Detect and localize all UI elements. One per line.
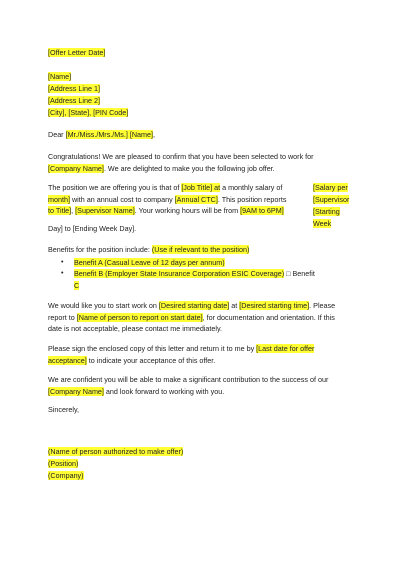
position-paragraph bbox=[48, 182, 310, 217]
signer-position-line bbox=[48, 459, 78, 469]
bullet-dot-icon: • bbox=[61, 257, 64, 266]
benefits-use-if-note: (Use if relevant to the position) bbox=[151, 245, 250, 254]
congratulations-paragraph bbox=[48, 151, 355, 174]
bullet-dot-icon: • bbox=[61, 268, 64, 277]
start-at: at bbox=[229, 301, 240, 310]
annual-ctc-field: [Annual CTC] bbox=[174, 194, 218, 204]
sign-line-1a: Please sign the enclosed copy of this letter and return it to me by bbox=[48, 344, 257, 353]
reports-to-title-field: to Title] bbox=[48, 206, 72, 215]
working-hours-field: [9AM to 6PM] bbox=[240, 206, 284, 215]
position-side-column bbox=[313, 182, 359, 230]
salutation bbox=[48, 130, 155, 140]
congrats-line-2: . We are delighted to make you the following job offer. bbox=[103, 163, 275, 173]
confident-line-1: We are confident you will be able to make a significant contribution to the success of our bbox=[48, 375, 329, 384]
signer-position-field: (Position) bbox=[48, 459, 79, 468]
position-line-1a: The position we are offering you is that of bbox=[48, 183, 182, 192]
working-days-text: Day] to [Ending Week Day]. bbox=[48, 224, 137, 233]
benefit-a-item bbox=[74, 257, 225, 269]
benefits-intro-text: Benefits for the position include: bbox=[48, 245, 152, 254]
start-line-1a: We would like you to start work on bbox=[48, 301, 159, 310]
sincerely-text: Sincerely, bbox=[48, 405, 80, 414]
benefit-b-item bbox=[74, 268, 315, 291]
start-line-2b: , for documentation and orientation. If this bbox=[202, 312, 335, 322]
position-line-2a: with an annual cost to company bbox=[69, 194, 175, 204]
position-line-1b: a monthly salary of bbox=[220, 183, 283, 192]
congrats-company-name: [Company Name] bbox=[48, 163, 104, 173]
congrats-line-1: Congratulations! We are pleased to confirm that you have been selected to work for bbox=[48, 152, 314, 161]
salary-month-field: month] bbox=[48, 194, 70, 204]
authorized-person-line bbox=[48, 447, 183, 457]
position-comma: , bbox=[71, 206, 76, 215]
salutation-title: [Mr./Miss./Mrs./Ms.] [Name] bbox=[65, 130, 154, 139]
benefit-a-text: Benefit A (Casual Leave of 12 days per annum) bbox=[74, 258, 225, 267]
acceptance-field: acceptance] bbox=[48, 355, 87, 365]
city-state-pin bbox=[48, 108, 128, 118]
benefit-b-text: Benefit B (Employer State Insurance Corporation ESIC Coverage) bbox=[74, 269, 285, 278]
job-title-field: [Job Title] at bbox=[181, 183, 221, 192]
position-line-3b: . Your working hours will be from bbox=[134, 206, 241, 215]
supervisor-name-field: [Supervisor Name] bbox=[75, 206, 135, 215]
address-line-2-text: [Address Line 2] bbox=[48, 96, 100, 105]
confidence-paragraph bbox=[48, 374, 355, 397]
working-days-line bbox=[48, 224, 136, 234]
address-line-1-text: [Address Line 1] bbox=[48, 84, 100, 93]
last-date-field: [Last date for offer bbox=[256, 344, 315, 353]
desired-start-date-field: [Desired starting date] bbox=[158, 301, 230, 310]
benefit-b-tail: □ Benefit bbox=[284, 269, 315, 278]
sign-line-2b: to indicate your acceptance of this offer. bbox=[86, 355, 216, 365]
signer-company-field: (Company) bbox=[48, 471, 84, 480]
start-work-paragraph bbox=[48, 300, 355, 335]
recipient-name bbox=[48, 72, 71, 82]
desired-start-time-field: [Desired starting time] bbox=[239, 301, 310, 310]
sign-return-paragraph bbox=[48, 343, 355, 366]
salutation-suffix: , bbox=[153, 130, 156, 139]
sincerely-line bbox=[48, 405, 79, 415]
city-state-pin-text: [City], [State], [PIN Code] bbox=[48, 108, 129, 117]
benefits-intro bbox=[48, 245, 249, 255]
confident-company-name: [Company Name] bbox=[48, 386, 104, 396]
address-line-1 bbox=[48, 84, 100, 94]
salary-per-field: [Salary per bbox=[313, 183, 348, 192]
start-line-2a: report to bbox=[48, 312, 77, 322]
start-line-3: date is not acceptable, please contact me immediately. bbox=[48, 324, 223, 333]
authorized-person-field: (Name of person authorized to make offer) bbox=[48, 447, 184, 456]
report-to-person-field: [Name of person to report on start date] bbox=[76, 312, 203, 322]
position-line-2b: . This position reports bbox=[217, 194, 287, 204]
offer-letter-date-text: [Offer Letter Date] bbox=[48, 48, 106, 57]
starting-week-field: [Starting Week bbox=[313, 207, 340, 228]
recipient-name-text: [Name] bbox=[48, 72, 72, 81]
offer-letter-date bbox=[48, 48, 105, 58]
start-line-1b: . Please bbox=[309, 301, 336, 310]
address-line-2 bbox=[48, 96, 100, 106]
confident-line-2b: and look forward to working with you. bbox=[103, 386, 225, 396]
salutation-prefix: Dear bbox=[48, 130, 66, 139]
benefit-c-text: C bbox=[74, 280, 80, 290]
signer-company-line bbox=[48, 471, 84, 481]
supervisor-side-field: [Supervisor bbox=[313, 195, 350, 204]
